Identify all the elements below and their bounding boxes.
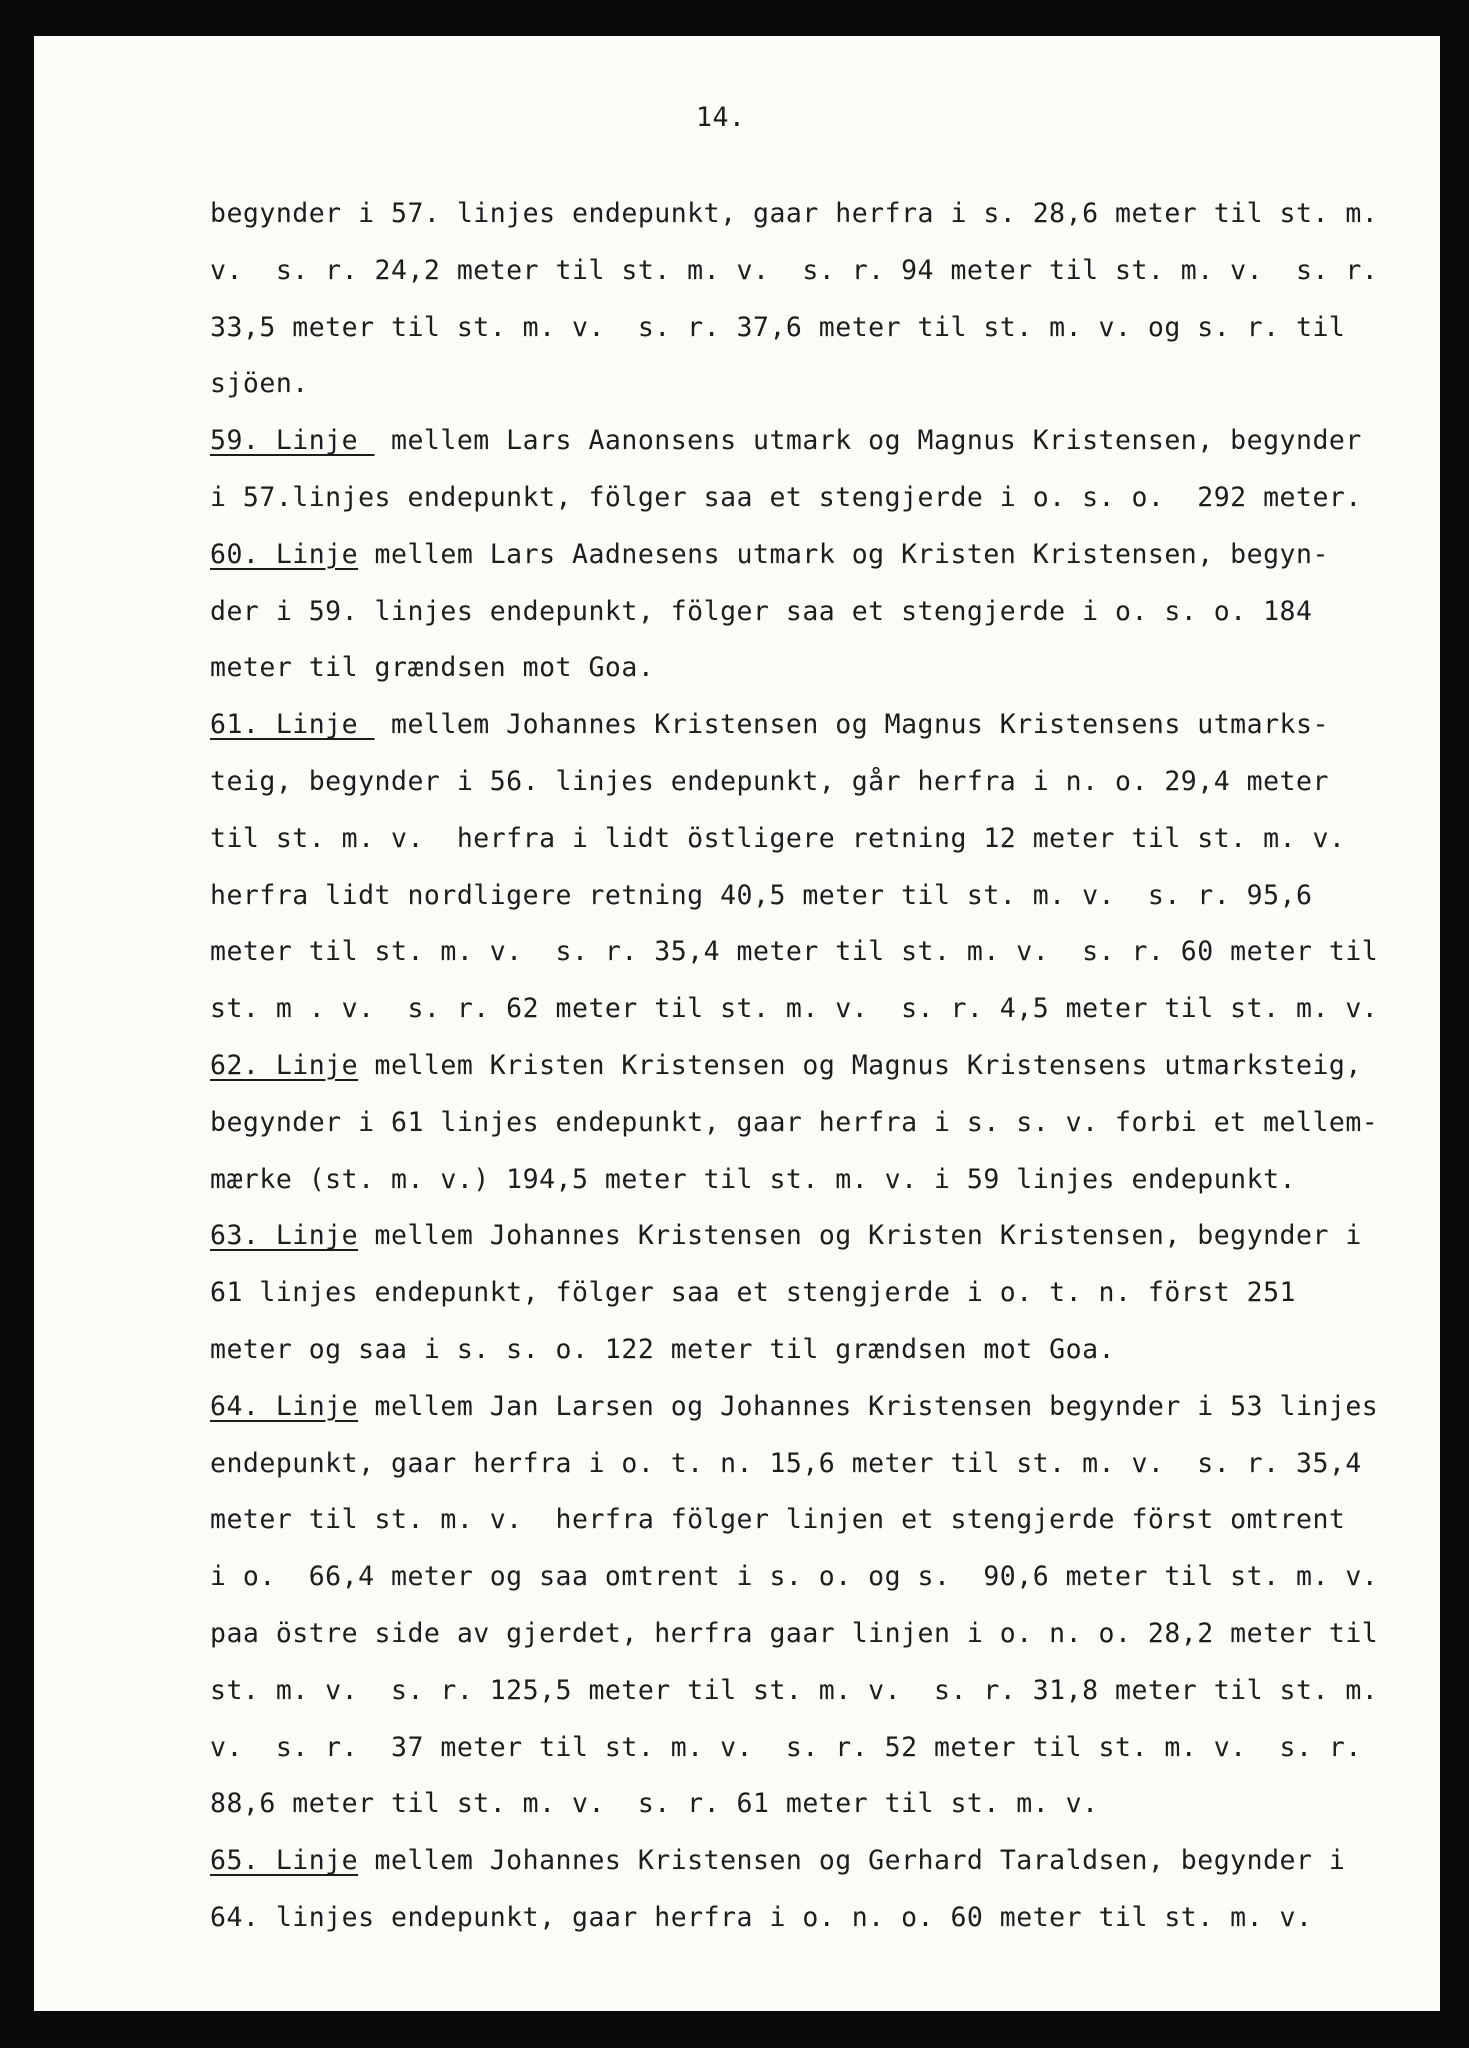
text-line [210,697,1378,754]
line-text: 61 linjes endepunkt, fölger saa et stengjerde i o. t. n. först 251 [210,1277,1296,1309]
line-text: der i 59. linjes endepunkt, fölger saa et stengjerde i o. s. o. 184 [210,595,1313,627]
line-text: endepunkt, gaar herfra i o. t. n. 15,6 meter til st. m. v. s. r. 35,4 [210,1447,1362,1479]
text-line [210,413,1378,470]
text-line [210,1379,1378,1436]
line-heading: 65. Linje [210,1845,359,1877]
text-line [210,640,1378,697]
text-line [210,1038,1378,1095]
line-text: sjöen. [210,368,309,400]
text-line [210,868,1378,925]
text-line [210,811,1378,868]
text-line [210,1606,1378,1663]
line-text: i 57.linjes endepunkt, fölger saa et stengjerde i o. s. o. 292 meter. [210,481,1362,513]
line-text: til st. m. v. herfra i lidt östligere retning 12 meter til st. m. v. [210,822,1346,854]
line-text: v. s. r. 37 meter til st. m. v. s. r. 52 meter til st. m. v. s. r. [210,1731,1362,1763]
text-line [210,1776,1378,1833]
text-line [210,1265,1378,1322]
text-line [210,1720,1378,1777]
line-text: st. m . v. s. r. 62 meter til st. m. v. s. r. 4,5 meter til st. m. v. [210,993,1379,1025]
line-heading: 62. Linje [210,1049,359,1081]
line-text: paa östre side av gjerdet, herfra gaar linjen i o. n. o. 28,2 meter til [210,1617,1379,1649]
line-text: mellem Lars Aadnesens utmark og Kristen Kristensen, begyn- [358,538,1329,570]
text-line [210,754,1378,811]
line-text: i o. 66,4 meter og saa omtrent i s. o. og s. 90,6 meter til st. m. v. [210,1561,1379,1593]
text-line [210,1208,1378,1265]
line-text: mellem Johannes Kristensen og Gerhard Taraldsen, begynder i [358,1845,1346,1877]
line-text: meter og saa i s. s. o. 122 meter til grændsen mot Goa. [210,1333,1115,1365]
text-line [210,1152,1378,1209]
page-number: 14. [696,102,746,133]
line-heading: 64. Linje [210,1390,359,1422]
text-line [210,1549,1378,1606]
line-text: begynder i 57. linjes endepunkt, gaar herfra i s. 28,6 meter til st. m. [210,198,1379,229]
line-text: begynder i 61 linjes endepunkt, gaar herfra i s. s. v. forbi et mellem- [210,1106,1379,1138]
line-text: mellem Jan Larsen og Johannes Kristensen begynder i 53 linjes [358,1390,1379,1422]
line-text: teig, begynder i 56. linjes endepunkt, går herfra i n. o. 29,4 meter [210,765,1329,797]
text-line [210,356,1378,413]
text-line [210,1492,1378,1549]
text-line [210,924,1378,981]
text-line [210,1890,1378,1947]
text-line [210,300,1378,357]
line-text: mellem Johannes Kristensen og Kristen Kristensen, begynder i [358,1220,1362,1252]
line-heading: 61. Linje [210,709,375,741]
text-line [210,243,1378,300]
text-line [210,1663,1378,1720]
line-text: 88,6 meter til st. m. v. s. r. 61 meter til st. m. v. [210,1788,1099,1820]
line-text: mellem Lars Aanonsens utmark og Magnus Kristensen, begynder [374,425,1362,457]
line-heading: 63. Linje [210,1220,359,1252]
line-text: mellem Johannes Kristensen og Magnus Kristensens utmarks- [374,709,1329,741]
line-heading: 60. Linje [210,538,359,570]
line-text: v. s. r. 24,2 meter til st. m. v. s. r. 94 meter til st. m. v. s. r. [210,254,1379,286]
line-text: mærke (st. m. v.) 194,5 meter til st. m. v. i 59 linjes endepunkt. [210,1163,1296,1195]
line-text: meter til grændsen mot Goa. [210,652,655,684]
text-line [210,527,1378,584]
text-line [210,1833,1378,1890]
line-text: st. m. v. s. r. 125,5 meter til st. m. v. s. r. 31,8 meter til st. m. [210,1674,1379,1706]
line-text: 64. linjes endepunkt, gaar herfra i o. n. o. 60 meter til st. m. v. [210,1901,1313,1933]
text-line [210,470,1378,527]
line-heading: 59. Linje [210,425,375,457]
text-line [210,1322,1378,1379]
text-line [210,584,1378,641]
text-line [210,1095,1378,1152]
line-text: mellem Kristen Kristensen og Magnus Kristensens utmarksteig, [358,1049,1362,1081]
document-body [210,186,1378,1947]
text-line [210,981,1378,1038]
text-line [210,186,1378,243]
document-page [34,36,1440,2011]
line-text: 33,5 meter til st. m. v. s. r. 37,6 meter til st. m. v. og s. r. til [210,311,1346,343]
line-text: meter til st. m. v. s. r. 35,4 meter til st. m. v. s. r. 60 meter til [210,936,1379,968]
text-line [210,1436,1378,1493]
line-text: meter til st. m. v. herfra fölger linjen et stengjerde först omtrent [210,1504,1346,1536]
line-text: herfra lidt nordligere retning 40,5 meter til st. m. v. s. r. 95,6 [210,879,1313,911]
